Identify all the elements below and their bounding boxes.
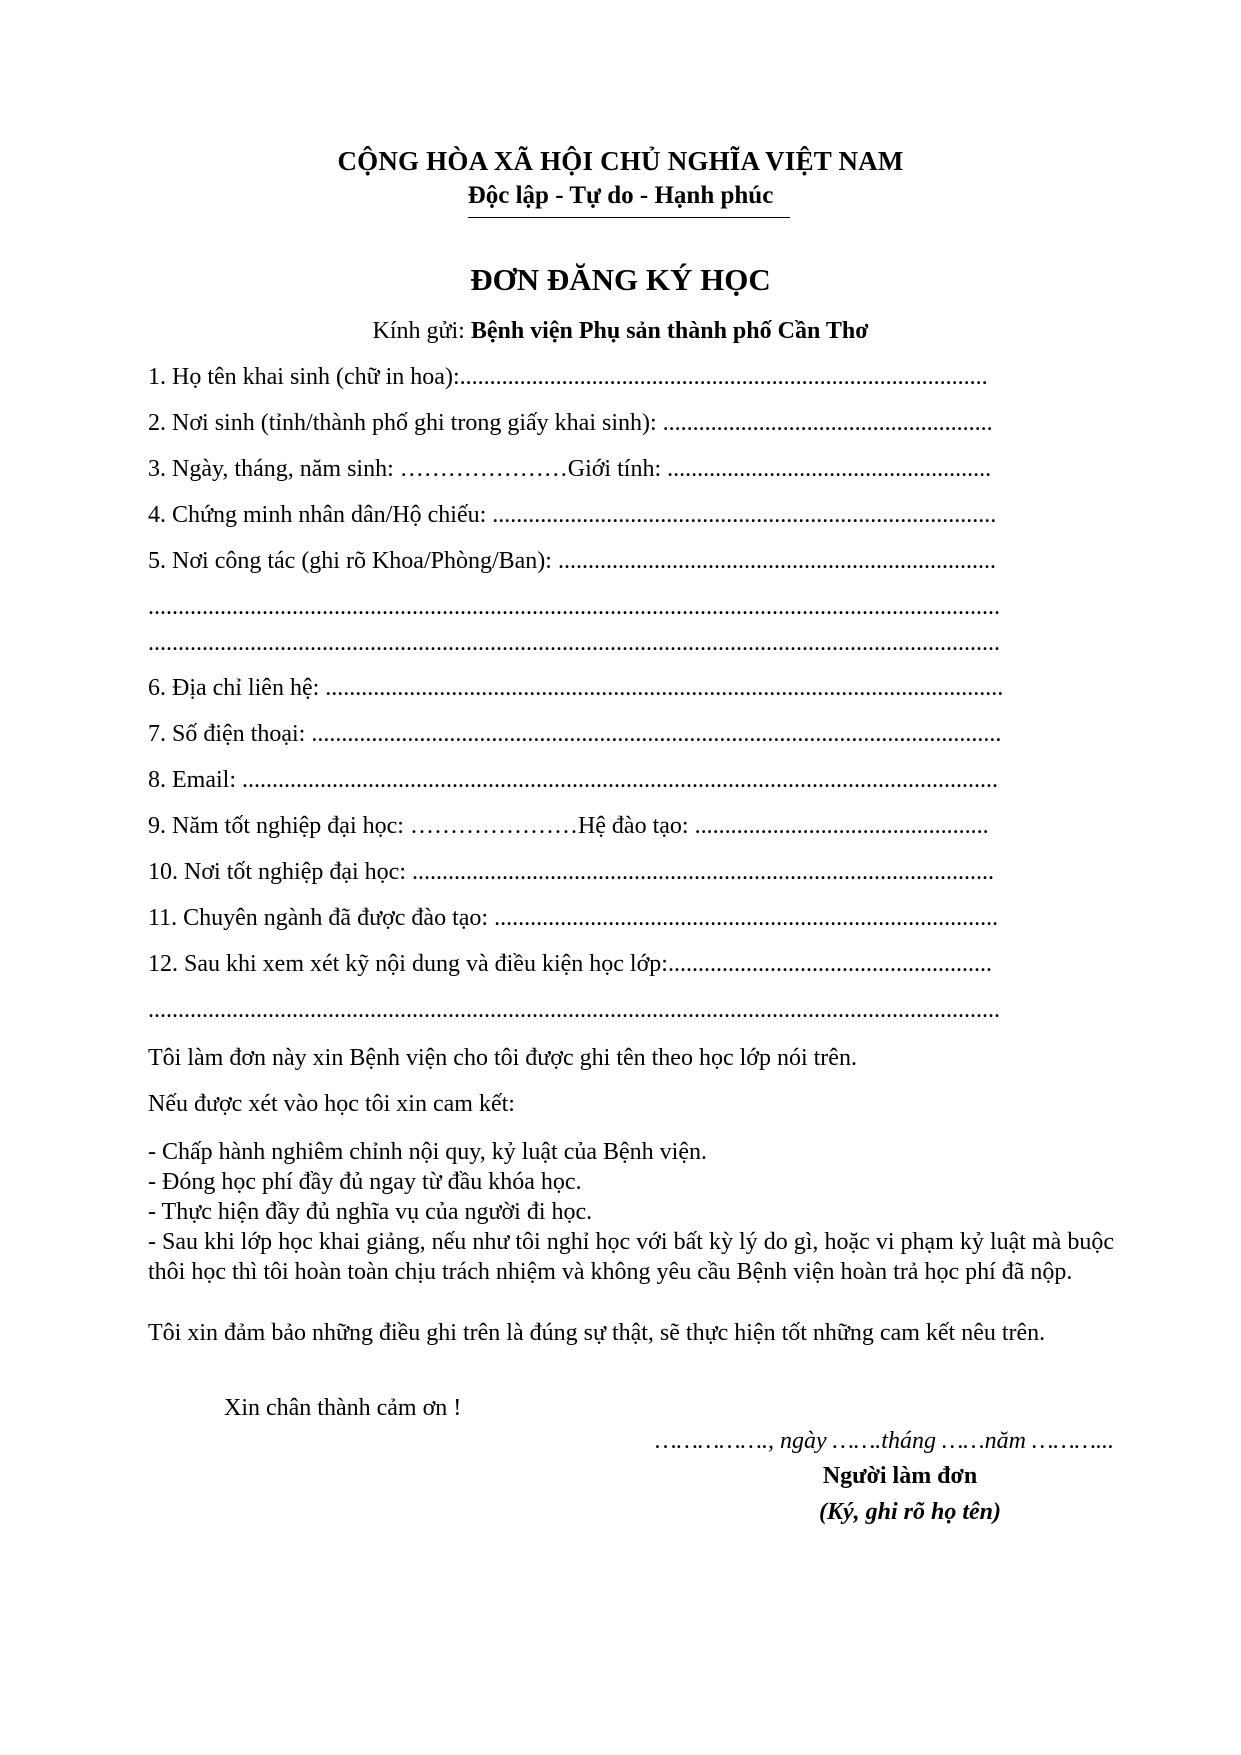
form-title: ĐƠN ĐĂNG KÝ HỌC <box>470 262 771 297</box>
thanks-line: Xin chân thành cảm ơn ! <box>224 1395 462 1421</box>
field-full-name[interactable]: 1. Họ tên khai sinh (chữ in hoa):........................................................................................ <box>148 364 988 390</box>
national-motto: Độc lập - Tự do - Hạnh phúc <box>467 182 774 209</box>
field-course-choice-continued[interactable]: .............................................................................................................................................. <box>148 997 1000 1023</box>
request-statement: Tôi làm đơn này xin Bệnh viện cho tôi được ghi tên theo học lớp nói trên. <box>148 1045 857 1071</box>
field-birthplace[interactable]: 2. Nơi sinh (tỉnh/thành phố ghi trong giấy khai sinh): ....................................................... <box>148 410 993 436</box>
commitment-item: - Thực hiện đầy đủ nghĩa vụ của người đi học. <box>148 1199 593 1225</box>
field-birthdate-gender[interactable]: 3. Ngày, tháng, năm sinh: …………………Giới tính: ...................................................... <box>148 456 992 482</box>
date-place-line[interactable]: ……………., ngày …….tháng ……năm ………... <box>655 1428 1114 1454</box>
field-email[interactable]: 8. Email: .............................................................................................................................. <box>148 767 998 793</box>
field-id-passport[interactable]: 4. Chứng minh nhân dân/Hộ chiếu: .................................................................................... <box>148 502 997 528</box>
commitment-intro: Nếu được xét vào học tôi xin cam kết: <box>148 1091 515 1117</box>
recipient-prefix: Kính gửi: <box>372 318 471 344</box>
assurance-statement: Tôi xin đảm bảo những điều ghi trên là đúng sự thật, sẽ thực hiện tốt những cam kết nêu trên. <box>148 1320 1046 1346</box>
field-graduation-year-type[interactable]: 9. Năm tốt nghiệp đại học: …………………Hệ đào tạo: ................................................. <box>148 813 989 839</box>
field-course-choice[interactable]: 12. Sau khi xem xét kỹ nội dung và điều kiện học lớp:...................................................... <box>148 951 992 977</box>
commitment-item: - Chấp hành nghiêm chỉnh nội quy, kỷ luật của Bệnh viện. <box>148 1139 707 1165</box>
field-phone[interactable]: 7. Số điện thoại: ................................................................................................................... <box>148 721 1002 747</box>
field-workplace-continued-1[interactable]: .............................................................................................................................................. <box>148 594 1000 620</box>
field-workplace[interactable]: 5. Nơi công tác (ghi rõ Khoa/Phòng/Ban): ......................................................................... <box>148 548 996 574</box>
national-title: CỘNG HÒA XÃ HỘI CHỦ NGHĨA VIỆT NAM <box>337 146 904 176</box>
field-workplace-continued-2[interactable]: .............................................................................................................................................. <box>148 630 1000 656</box>
recipient-line <box>0 318 1241 345</box>
field-specialty[interactable]: 11. Chuyên ngành đã được đào tạo: .................................................................................... <box>148 905 999 931</box>
field-contact-address[interactable]: 6. Địa chỉ liên hệ: ................................................................................................................. <box>148 675 1004 701</box>
signer-note: (Ký, ghi rõ họ tên) <box>818 1499 1001 1525</box>
signer-title: Người làm đơn <box>822 1463 978 1489</box>
field-university[interactable]: 10. Nơi tốt nghiệp đại học: ................................................................................................. <box>148 859 994 885</box>
motto-underline <box>468 217 790 218</box>
commitment-item: - Sau khi lớp học khai giảng, nếu như tôi nghỉ học với bất kỳ lý do gì, hoặc vi phạm kỷ luật mà buộc thôi học thì tôi hoàn toàn chịu trách nhiệm và không yêu cầu Bệnh viện hoàn trả học phí đã nộp. <box>148 1229 1114 1285</box>
recipient-name: Bệnh viện Phụ sản thành phố Cần Thơ <box>470 318 869 344</box>
commitment-item: - Đóng học phí đầy đủ ngay từ đầu khóa học. <box>148 1169 582 1195</box>
